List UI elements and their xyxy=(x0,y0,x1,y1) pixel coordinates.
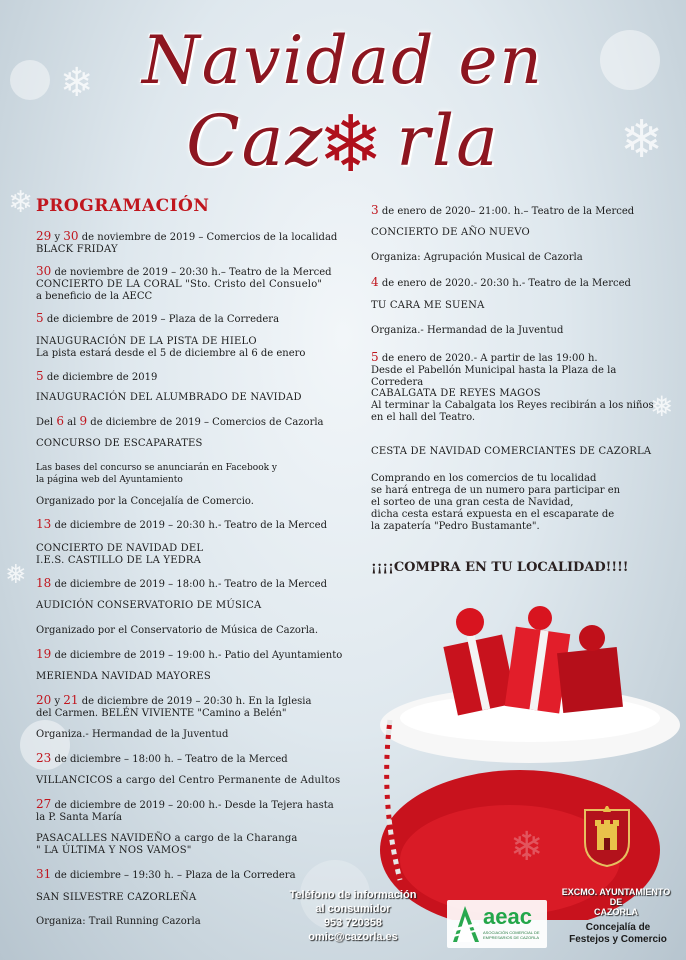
event-date-text: de enero de 2020– 21:00. h.– Teatro de la Merced xyxy=(378,206,635,217)
event-date-number: 3 xyxy=(371,203,379,217)
event-date-text: de diciembre – 18:00 h. – Teatro de la Merced xyxy=(51,754,288,765)
event-detail: Organiza: Trail Running Cazorla xyxy=(36,916,201,927)
event-date-number: 31 xyxy=(36,867,52,881)
ayuntamiento-line: EXCMO. AYUNTAMIENTO xyxy=(561,887,671,897)
event-title: INAUGURACIÓN DEL ALUMBRADO DE NAVIDAD xyxy=(36,392,302,403)
info-line: al consumidor xyxy=(315,903,391,915)
event-date-13-dic xyxy=(36,518,356,532)
event-detail: del Carmen. BELÉN VIVIENTE "Camino a Belén" xyxy=(36,708,287,719)
event-date-text: de diciembre de 2019 – 18:00 h.- Teatro de la Merced xyxy=(51,579,327,590)
coat-of-arms-icon xyxy=(583,806,631,868)
event-date-3-ene xyxy=(371,204,671,218)
event-date-number: 18 xyxy=(36,576,52,590)
event-title: BLACK FRIDAY xyxy=(36,244,118,255)
event-title: INAUGURACIÓN DE LA PISTA DE HIELO xyxy=(36,336,257,347)
event-date-5-dic xyxy=(36,370,356,384)
info-consumidor xyxy=(278,888,428,944)
event-detail: Las bases del concurso se anunciarán en Facebook y xyxy=(36,463,278,473)
text: Del xyxy=(36,417,57,428)
event-cesta-navidad xyxy=(371,446,671,458)
event-tu-cara xyxy=(371,300,671,312)
event-title: SAN SILVESTRE CAZORLEÑA xyxy=(36,892,197,903)
event-date-19-dic xyxy=(36,648,356,662)
event-pasacalles xyxy=(36,833,356,857)
event-date-text: de diciembre de 2019 xyxy=(43,372,158,383)
event-date-18-dic xyxy=(36,577,356,591)
event-date-31-dic xyxy=(36,868,356,882)
event-pista-hielo xyxy=(36,336,356,360)
event-date-corredera xyxy=(36,312,356,326)
event-date-number: 9 xyxy=(79,414,88,428)
event-audicion xyxy=(36,600,356,612)
event-date-number: 5 xyxy=(371,350,379,364)
event-date-text: de noviembre de 2019 – 20:30 h.– Teatro de la Merced xyxy=(51,267,332,278)
event-detail: dicha cesta estará expuesta en el escaparate de xyxy=(371,509,615,520)
event-date-4-ene xyxy=(371,276,671,290)
event-title: AUDICIÓN CONSERVATORIO DE MÚSICA xyxy=(36,600,262,611)
event-concurso-escaparates xyxy=(36,438,356,450)
event-detail: Organiza.- Hermandad de la Juventud xyxy=(36,729,229,740)
event-date-text: de diciembre de 2019 – Plaza de la Corredera xyxy=(43,314,280,325)
snowflake-icon: ❄ xyxy=(8,185,34,220)
event-date-number: 27 xyxy=(36,797,52,811)
event-date-number: 6 xyxy=(56,414,64,428)
event-date-number: 13 xyxy=(36,517,52,531)
aeac-subtitle: ASOCIACIÓN COMERCIAL DE EMPRESARIOS DE CAZORLA xyxy=(483,930,540,940)
event-date-text: de diciembre – 19:30 h. – Plaza de la Corredera xyxy=(51,870,296,881)
event-cabalgata xyxy=(371,388,674,424)
event-detail: Desde el Pabellón Municipal hasta la Plaza de la Corredera xyxy=(371,365,617,388)
event-date-number: 5 xyxy=(36,311,44,325)
svg-text:❄: ❄ xyxy=(510,824,544,870)
title-part-a: Caz xyxy=(186,100,325,182)
aeac-logo xyxy=(447,900,547,948)
event-detail: La pista estará desde el 5 de diciembre al 6 de enero xyxy=(36,348,306,359)
event-title: " LA ÚLTIMA Y NOS VAMOS" xyxy=(36,845,192,856)
event-alumbrado xyxy=(36,392,356,404)
event-date-text: de diciembre de 2019 – 19:00 h.- Patio del Ayuntamiento xyxy=(51,650,343,661)
text: y xyxy=(51,232,64,243)
info-line: Teléfono de información xyxy=(289,889,417,901)
event-detail: la página web del Ayuntamiento xyxy=(36,475,183,485)
event-villancicos xyxy=(36,775,356,787)
event-date-text: de diciembre de 2019 – 20:30 h.- Teatro de la Merced xyxy=(51,520,327,531)
event-detail: el sorteo de una gran cesta de Navidad, xyxy=(371,497,574,508)
event-detail: se hará entrega de un numero para participar en xyxy=(371,485,621,496)
event-title: PASACALLES NAVIDEÑO a cargo de la Charanga xyxy=(36,833,298,844)
event-date-number: 23 xyxy=(36,751,52,765)
event-date-number: 21 xyxy=(63,693,79,707)
snowflake-icon: ❄ xyxy=(60,60,94,106)
event-detail: a beneficio de la AECC xyxy=(36,291,153,302)
event-date-text: de diciembre de 2019 – 20:30 h. En la Iglesia xyxy=(78,696,312,707)
event-date-27-dic xyxy=(36,798,356,824)
event-detail: Organiza: Agrupación Musical de Cazorla xyxy=(371,252,583,263)
event-date-number: 29 xyxy=(36,229,52,243)
event-date-text: de enero de 2020.- 20:30 h.- Teatro de la Merced xyxy=(378,278,631,289)
santa-sack-image xyxy=(360,600,680,920)
event-title: VILLANCICOS a cargo del Centro Permanente de Adultos xyxy=(36,775,341,786)
event-concierto-coral xyxy=(36,265,356,303)
snowflake-icon: ❄ xyxy=(620,110,664,170)
concejalia-line: Concejalía de xyxy=(585,922,651,933)
event-detail: Organizado por la Concejalía de Comercio. xyxy=(36,496,254,507)
event-date-number: 19 xyxy=(36,647,52,661)
programacion-heading: PROGRAMACIÓN xyxy=(36,196,210,216)
event-concierto-ies xyxy=(36,543,356,567)
info-phone: 953 720358 xyxy=(323,917,383,929)
aeac-name: aeac xyxy=(483,904,532,929)
event-date-text: de enero de 2020.- A partir de las 19:00 h. xyxy=(378,353,598,364)
ayuntamiento-label xyxy=(556,887,676,917)
snowflake-icon: ❅ xyxy=(650,390,674,423)
event-merienda xyxy=(36,671,356,683)
event-detail: Comprando en los comercios de tu localidad xyxy=(371,473,597,484)
event-date-number: 20 xyxy=(36,693,52,707)
text: al xyxy=(63,417,80,428)
event-detail: Organiza.- Hermandad de la Juventud xyxy=(371,325,564,336)
ayuntamiento-line: DE xyxy=(609,897,623,907)
event-date-text: de noviembre de 2019 – Comercios de la localidad xyxy=(78,232,338,243)
event-date-escaparates xyxy=(36,415,356,429)
event-organiza-agrupacion xyxy=(371,252,671,264)
ayuntamiento-line: CAZORLA xyxy=(594,907,638,917)
event-organizado-conservatorio xyxy=(36,625,356,637)
event-detail: Organizado por el Conservatorio de Música de Cazorla. xyxy=(36,625,319,636)
event-detail: en el hall del Teatro. xyxy=(371,412,476,423)
event-title: CONCURSO DE ESCAPARATES xyxy=(36,438,203,449)
event-title: CONCIERTO DE NAVIDAD DEL xyxy=(36,543,204,554)
event-date-number: 30 xyxy=(63,229,79,243)
event-date-number: 4 xyxy=(371,275,379,289)
event-title: CONCIERTO DE AÑO NUEVO xyxy=(371,227,530,238)
event-date-text: de diciembre de 2019 – 20:00 h.- Desde la Tejera hasta xyxy=(51,800,334,811)
event-detail: Al terminar la Cabalgata los Reyes recibirán a los niños xyxy=(371,400,654,411)
event-title: CABALGATA DE REYES MAGOS xyxy=(371,388,541,399)
event-organiza-juventud xyxy=(36,729,356,741)
text: y xyxy=(51,696,64,707)
snowflake-icon: ❅ xyxy=(5,560,27,590)
event-title: MERIENDA NAVIDAD MAYORES xyxy=(36,671,211,682)
event-title: CONCIERTO DE LA CORAL "Sto. Cristo del Consuelo" xyxy=(36,279,323,290)
event-detail: la zapatería "Pedro Bustamante". xyxy=(371,521,540,532)
event-belen-viviente xyxy=(36,694,356,720)
event-date-23-dic xyxy=(36,752,356,766)
snowflake-icon: ❄ xyxy=(318,100,384,190)
info-email[interactable]: omic@cazorla.es xyxy=(308,931,398,943)
concejalia-line: Festejos y Comercio xyxy=(569,934,667,945)
title-part-b: rla xyxy=(396,100,500,182)
event-title: I.E.S. CASTILLO DE LA YEDRA xyxy=(36,555,202,566)
event-date-number: 5 xyxy=(36,369,44,383)
event-organiza-juventud-2 xyxy=(371,325,671,337)
event-cesta-detalle xyxy=(371,473,671,533)
event-organizado-comercio xyxy=(36,496,356,508)
compra-local-slogan: ¡¡¡¡COMPRA EN TU LOCALIDAD!!!! xyxy=(371,560,629,575)
event-date-5-ene xyxy=(371,351,671,389)
event-bases xyxy=(36,462,356,486)
event-ano-nuevo xyxy=(371,227,671,239)
title-line-1: Navidad en xyxy=(142,22,544,99)
event-date-text: de diciembre de 2019 – Comercios de Cazorla xyxy=(87,417,324,428)
event-title: TU CARA ME SUENA xyxy=(371,300,485,311)
concejalia-label xyxy=(563,922,673,946)
event-date-number: 30 xyxy=(36,264,52,278)
event-black-friday xyxy=(36,230,356,256)
aeac-mark-icon xyxy=(449,902,483,946)
event-title: CESTA DE NAVIDAD COMERCIANTES DE CAZORLA xyxy=(371,446,652,457)
event-detail: la P. Santa María xyxy=(36,812,122,823)
